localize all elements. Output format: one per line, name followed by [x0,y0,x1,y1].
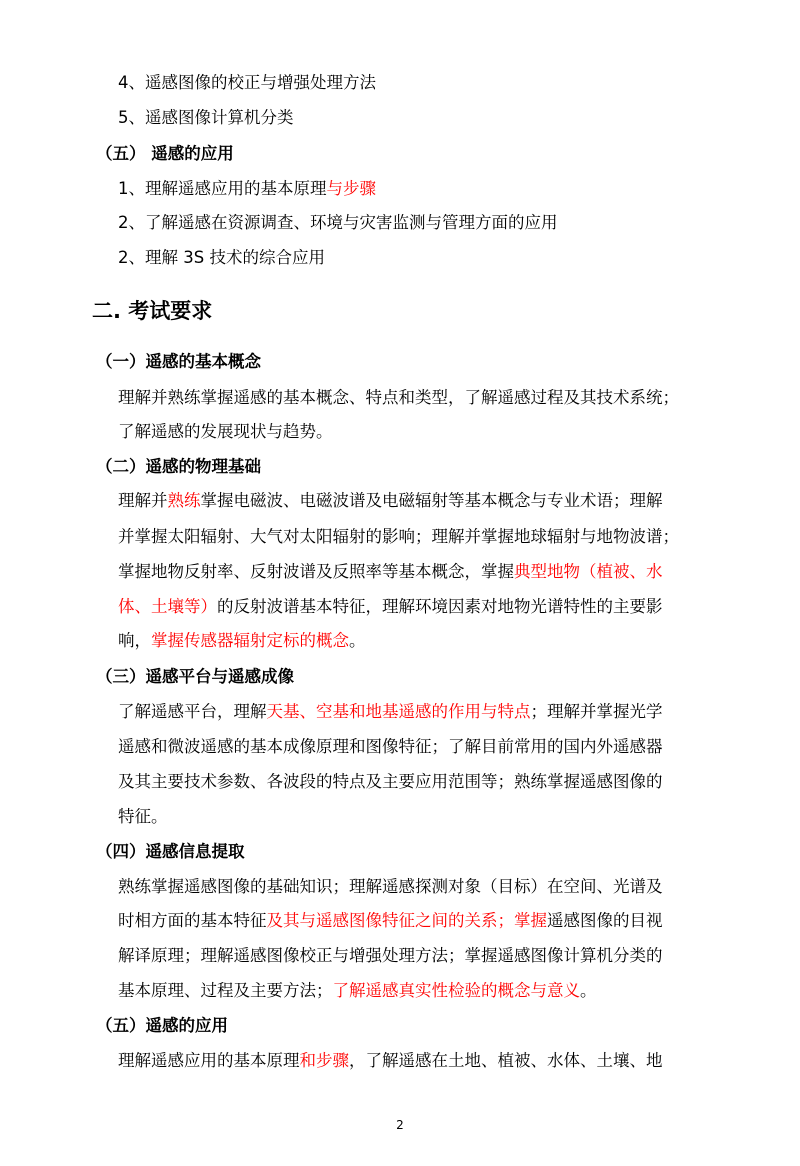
text-run: 时相方面的基本特征 [118,911,267,930]
req-section-3-line-2: 遥感和微波遥感的基本成像原理和图像特征；了解目前常用的国内外遥感器 [118,737,663,756]
outline-item-5: 5、遥感图像计算机分类 [118,108,294,127]
req-section-2-line-2: 并掌握太阳辐射、大气对太阳辐射的影响；理解并掌握地球辐射与地物波谱； [118,527,679,546]
text-run: ，了解遥感在土地、植被、水体、土壤、地 [349,1051,663,1070]
req-section-2-line-4 [118,596,711,618]
text-run: ；理解并掌握光学 [530,702,663,721]
text-run: 1、理解遥感应用的基本原理 [118,179,327,198]
req-section-2-line-5 [118,630,366,652]
req-section-3-line-3: 及其主要技术参数、各波段的特点及主要应用范围等；熟练掌握遥感图像的 [118,772,663,791]
highlighted-text: 与步骤 [326,179,376,198]
req-section-1-heading: （一）遥感的基本概念 [96,352,261,371]
req-section-5-line-1 [118,1050,711,1072]
text-run: 响， [118,631,151,650]
outline-section-5-heading: （五） 遥感的应用 [96,144,234,163]
req-section-5-heading: （五）遥感的应用 [96,1016,228,1035]
req-section-3-line-1 [118,701,711,723]
req-section-2-line-1 [118,490,711,512]
text-run: 理解遥感应用的基本原理 [118,1051,300,1070]
req-section-1-line-1: 理解并熟练掌握遥感的基本概念、特点和类型，了解遥感过程及其技术系统； [118,388,679,407]
req-section-4-line-1: 熟练掌握遥感图像的基础知识；理解遥感探测对象（目标）在空间、光谱及 [118,877,663,896]
req-section-4-line-3: 解译原理；理解遥感图像校正与增强处理方法；掌握遥感图像计算机分类的 [118,946,663,965]
req-section-2-line-3 [118,561,711,583]
text-run: 基本原理、过程及主要方法； [118,981,333,1000]
text-run: 掌握电磁波、电磁波谱及电磁辐射等基本概念与专业术语；理解 [200,491,663,510]
text-run: 遥感图像的目视 [547,911,663,930]
req-section-2-heading: （二）遥感的物理基础 [96,457,261,476]
req-section-4-line-2 [118,910,711,932]
highlighted-text: 天基、空基和地基遥感的作用与特点 [266,702,531,721]
highlighted-text: 了解遥感真实性检验的概念与意义 [332,981,580,1000]
requirements-title: 二. 考试要求 [92,299,213,323]
req-section-4-line-4 [118,980,597,1002]
text-run: 理解并 [118,491,168,510]
text-run: 掌握地物反射率、反射波谱及反照率等基本概念，掌握 [118,562,514,581]
text-run: 了解遥感平台，理解 [118,702,267,721]
highlighted-text: 典型地物（植被、水 [514,562,663,581]
req-section-3-heading: （三）遥感平台与遥感成像 [96,667,294,686]
outline-item-4: 4、遥感图像的校正与增强处理方法 [118,73,376,92]
highlighted-text: 体、土壤等） [118,597,217,616]
highlighted-text: 及其与遥感图像特征之间的关系；掌握 [266,911,547,930]
page-number: 2 [396,1118,404,1132]
highlighted-text: 掌握传感器辐射定标的概念 [151,631,349,650]
req-section-4-heading: （四）遥感信息提取 [96,842,245,861]
text-run: 。 [349,631,366,650]
outline-section-5-item-1 [118,178,376,200]
req-section-3-line-4: 特征。 [118,807,168,826]
req-section-1-line-2: 了解遥感的发展现状与趋势。 [118,422,333,441]
text-run: 的反射波谱基本特征，理解环境因素对地物光谱特性的主要影 [217,597,663,616]
highlighted-text: 和步骤 [299,1051,349,1070]
highlighted-text: 熟练 [167,491,201,510]
outline-section-5-item-3: 2、理解 3S 技术的综合应用 [118,248,325,267]
text-run: 。 [580,981,597,1000]
outline-section-5-item-2: 2、了解遥感在资源调查、环境与灾害监测与管理方面的应用 [118,213,558,232]
